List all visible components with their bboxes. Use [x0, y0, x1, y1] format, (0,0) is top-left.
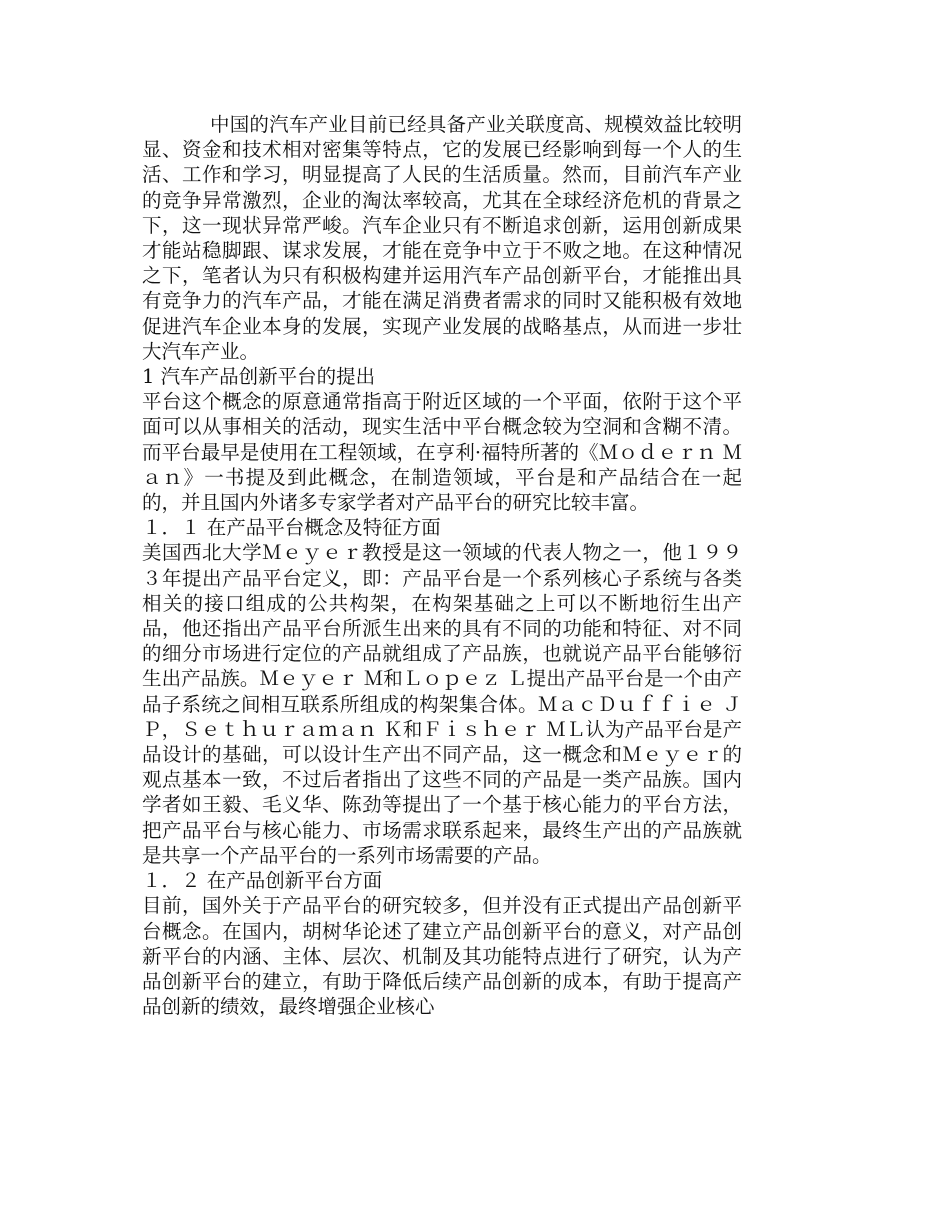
- section-1-2-heading: １．２ 在产品创新平台方面: [142, 869, 383, 893]
- section-1-2-paragraph: 目前，国外关于产品平台的研究较多，但并没有正式提出产品创新平台概念。在国内，胡树华论述了建立产品创新平台的意义，对产品创新平台的内涵、主体、层次、机制及其功能特点进行了研究，认为产品创新平台的建立，有助于降低后续产品创新的成本，有助于提高产品创新的绩效，最终增强企业核心: [142, 894, 742, 1019]
- section-1-paragraph: 平台这个概念的原意通常指高于附近区域的一个平面，依附于这个平面可以从事相关的活动，现实生活中平台概念较为空洞和含糊不清。而平台最早是使用在工程领域，在亨利·福特所著的《Ｍｏｄｅｒｎ Ｍａｎ》一书提及到此概念，在制造领域，平台是和产品结合在一起的，并且国内外诸多专家学者对产品平台的研究比较丰富。: [142, 390, 742, 515]
- intro-paragraph: 中国的汽车产业目前已经具备产业关联度高、规模效益比较明显、资金和技术相对密集等特点，它的发展已经影响到每一个人的生活、工作和学习，明显提高了人民的生活质量。然而，目前汽车产业的竞争异常激烈，企业的淘汰率较高，尤其在全球经济危机的背景之下，这一现状异常严峻。汽车企业只有不断追求创新，运用创新成果才能站稳脚跟、谋求发展，才能在竞争中立于不败之地。在这种情况之下，笔者认为只有积极构建并运用汽车产品创新平台，才能推出具有竞争力的汽车产品，才能在满足消费者需求的同时又能积极有效地促进汽车企业本身的发展，实现产业发展的战略基点，从而进一步壮大汽车产业。: [142, 113, 742, 363]
- section-1-1-paragraph: 美国西北大学Ｍｅｙｅｒ教授是这一领域的代表人物之一，他１９９３年提出产品平台定义，即：产品平台是一个系列核心子系统与各类相关的接口组成的公共构架，在构架基础之上可以不断地衍生出产品，他还指出产品平台所派生出来的具有不同的功能和特征、对不同的细分市场进行定位的产品就组成了产品族，也就说产品平台能够衍生出产品族。Ｍｅｙｅｒ Ｍ和Ｌｏｐｅｚ Ｌ提出产品平台是一个由产品子系统之间相互联系所组成的构架集合体。ＭａｃＤｕｆｆｉｅ ＪＰ，Ｓｅｔｈｕｒａｍａｎ Ｋ和Ｆｉｓｈｅｒ ＭＬ认为产品平台是产品设计的基础，可以设计生产出不同产品，这一概念和Ｍｅｙｅｒ的观点基本一致，不过后者指出了这些不同的产品是一类产品族。国内学者如王毅、毛义华、陈劲等提出了一个基于核心能力的平台方法，把产品平台与核心能力、市场需求联系起来，最终生产出的产品族就是共享一个产品平台的一系列市场需要的产品。: [142, 541, 742, 867]
- section-1-1-heading: １．１ 在产品平台概念及特征方面: [142, 516, 441, 540]
- section-1-heading: 1 汽车产品创新平台的提出: [142, 365, 376, 389]
- document-body: [142, 112, 742, 1019]
